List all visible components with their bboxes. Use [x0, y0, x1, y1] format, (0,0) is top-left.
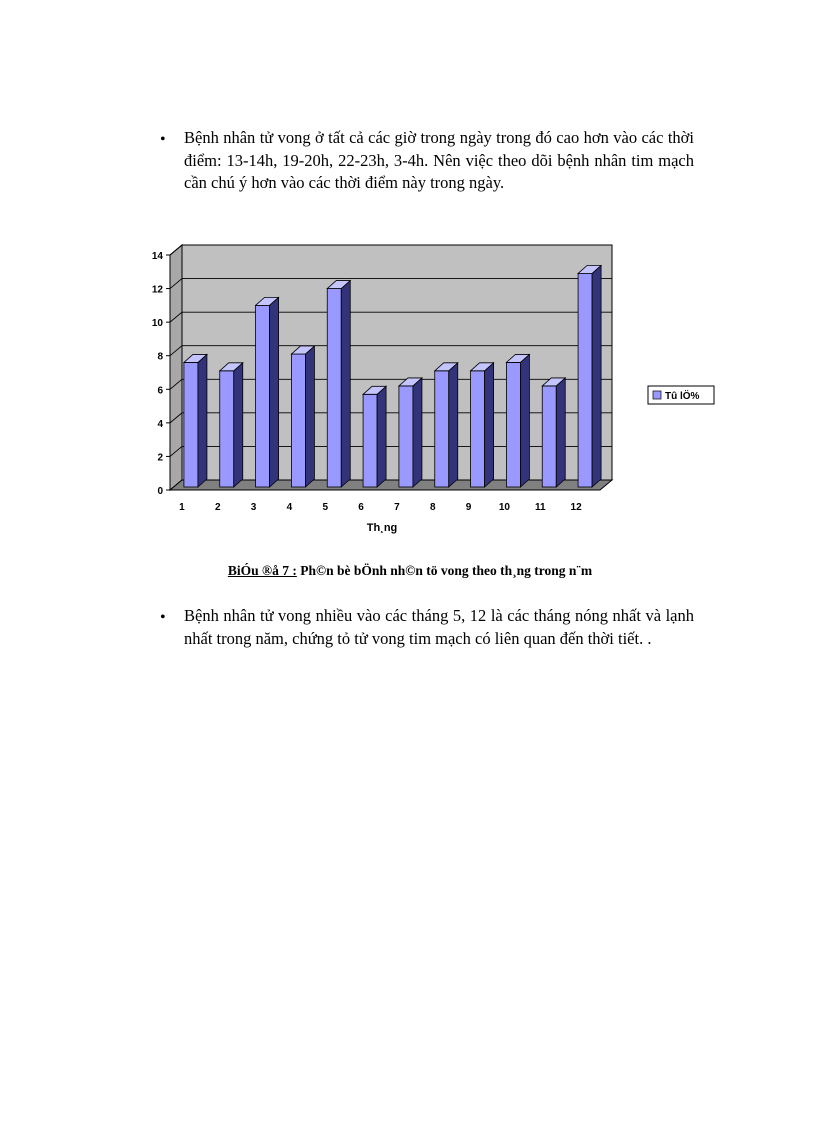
bar-month-6 — [363, 386, 386, 487]
x-tick-label: 11 — [534, 502, 546, 513]
bar-month-2 — [220, 363, 243, 487]
x-tick-label: 5 — [322, 502, 329, 513]
bar-front — [506, 362, 520, 487]
y-tick-label: 0 — [157, 486, 163, 497]
bar-month-7 — [399, 378, 422, 487]
bar-month-11 — [542, 378, 565, 487]
bar-front — [291, 354, 305, 487]
bar-side — [556, 378, 565, 487]
y-tick-label: 4 — [157, 418, 163, 430]
y-tick-label: 2 — [157, 452, 163, 464]
x-tick-label: 7 — [394, 502, 400, 513]
bar-side — [520, 354, 529, 487]
bar-front — [471, 371, 485, 487]
bar-front — [399, 386, 413, 487]
y-tick-label: 12 — [151, 284, 163, 296]
figure-caption-label: BiÓu ®å 7 : — [227, 563, 297, 578]
legend-swatch — [653, 391, 661, 399]
x-tick-label: 6 — [358, 502, 364, 513]
bar-side — [413, 378, 422, 487]
x-axis-title: Th¸ng — [366, 522, 398, 534]
bullet-dot: • — [160, 609, 166, 626]
bar-month-1 — [184, 354, 207, 487]
figure-caption — [180, 562, 640, 580]
bar-side — [305, 346, 314, 487]
paragraph-text-1: Bệnh nhân tử vong ở tất cả các giờ trong ngày trong đó cao hơn vào các thời điểm: 13-14h, 19-20h, 22-23h, 3-4h. Nên việc theo dõi bệnh nhân tim mạch cần chú ý hơn vào các thời điểm này trong ngày. — [184, 128, 694, 192]
bar-front — [327, 289, 341, 487]
bar-month-8 — [435, 363, 458, 487]
x-tick-label: 4 — [286, 502, 293, 513]
bullet-paragraph-2 — [160, 605, 694, 650]
bar-front — [220, 371, 234, 487]
bullet-dot: • — [160, 131, 166, 148]
monthly-mortality-bar-chart — [130, 235, 730, 545]
bar-front — [578, 273, 592, 487]
x-tick-label: 10 — [498, 502, 510, 513]
chart-legend — [648, 386, 714, 404]
bar-side — [449, 363, 458, 487]
figure-caption-text: Ph©n bè bÖnh nh©n tö vong theo th¸ng trong n¨m — [296, 563, 593, 578]
bar-month-5 — [327, 281, 350, 487]
bar-side — [341, 281, 350, 487]
bullet-paragraph-1 — [160, 127, 694, 195]
bar-front — [256, 305, 270, 487]
bar-side — [270, 297, 279, 487]
bar-month-12 — [578, 265, 601, 487]
y-tick-label: 6 — [157, 385, 163, 397]
bar-side — [377, 386, 386, 487]
legend-label: Tû lÖ% — [665, 391, 700, 402]
bar-side — [592, 265, 601, 487]
x-tick-label: 2 — [214, 502, 221, 513]
x-tick-label: 8 — [429, 502, 436, 513]
bar-month-3 — [256, 297, 279, 487]
bar-front — [435, 371, 449, 487]
bar-month-9 — [471, 363, 494, 487]
bar-front — [363, 394, 377, 487]
bar-month-4 — [291, 346, 314, 487]
x-tick-label: 3 — [250, 502, 257, 513]
y-tick-label: 10 — [151, 318, 163, 330]
x-tick-label: 12 — [570, 502, 582, 513]
y-tick-label: 14 — [151, 251, 163, 262]
bar-side — [234, 363, 243, 487]
y-tick-label: 8 — [157, 351, 163, 363]
x-tick-label: 1 — [179, 502, 185, 513]
bar-month-10 — [506, 354, 529, 487]
bar-front — [542, 386, 556, 487]
chart-side-wall — [170, 245, 182, 490]
bar-side — [198, 354, 207, 487]
bar-side — [485, 363, 494, 487]
paragraph-text-2: Bệnh nhân tử vong nhiều vào các tháng 5, 12 là các tháng nóng nhất và lạnh nhất trong năm, chứng tỏ tử vong tim mạch có liên quan đến thời tiết. . — [184, 606, 694, 648]
bar-front — [184, 362, 198, 487]
x-tick-label: 9 — [465, 502, 472, 513]
